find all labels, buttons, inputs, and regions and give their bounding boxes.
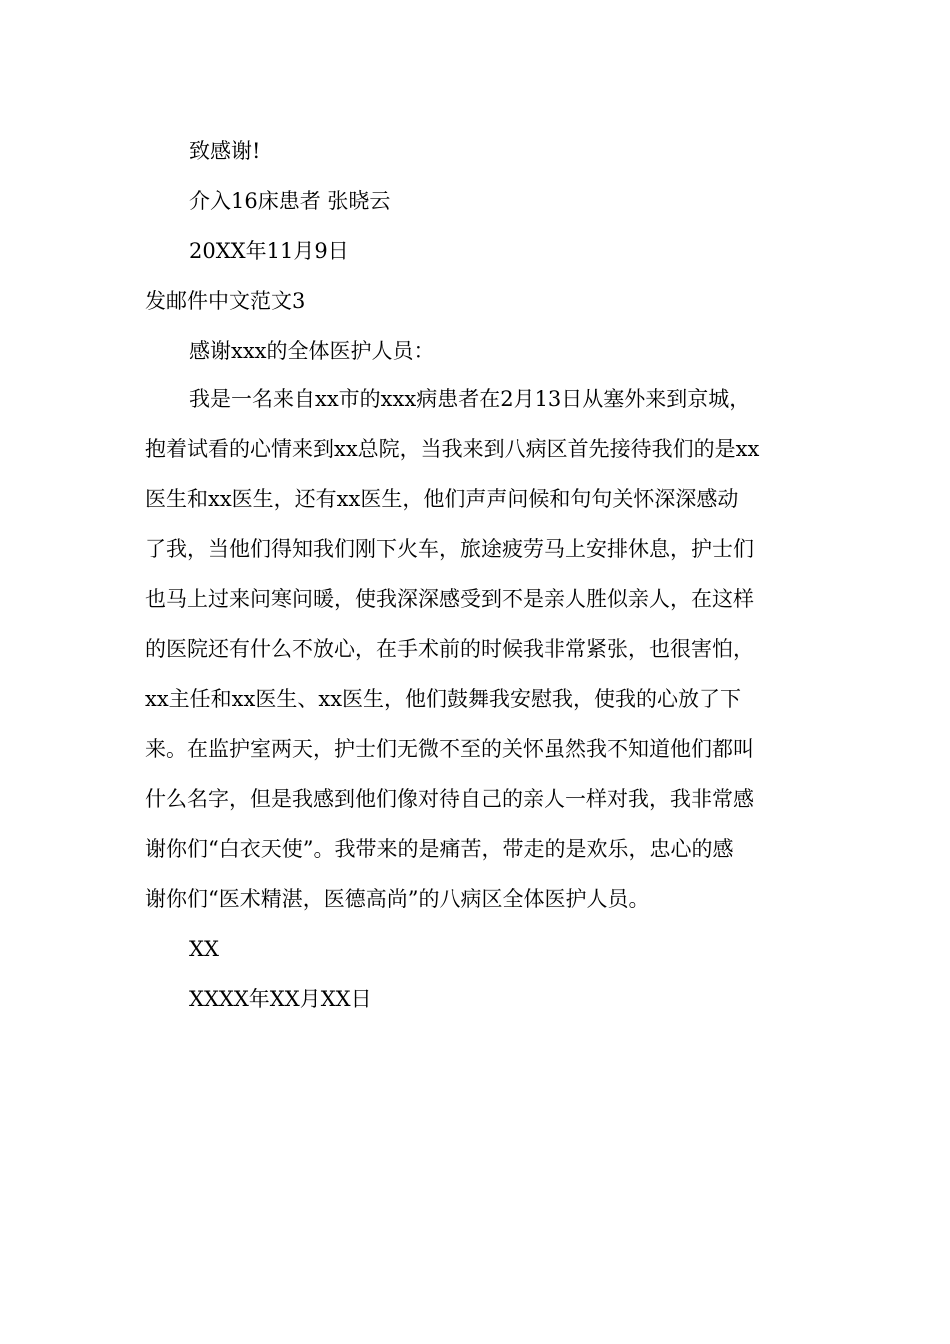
body-line: 什么名字，但是我感到他们像对待自己的亲人一样对我，我非常感 bbox=[145, 787, 754, 811]
closing-signature: 介入16床患者 张晓云 bbox=[189, 189, 391, 213]
body-line: 了我，当他们得知我们刚下火车，旅途疲劳马上安排休息，护士们 bbox=[145, 537, 754, 561]
body-line: 谢你们“白衣天使”。我带来的是痛苦，带走的是欢乐，忠心的感 bbox=[145, 837, 734, 861]
body-line: 谢你们“医术精湛，医德高尚”的八病区全体医护人员。 bbox=[145, 887, 650, 911]
letter-date: XXXX年XX月XX日 bbox=[189, 987, 372, 1011]
body-line: 也马上过来问寒问暖，使我深深感受到不是亲人胜似亲人，在这样 bbox=[145, 587, 754, 611]
body-line: 的医院还有什么不放心，在手术前的时候我非常紧张，也很害怕， bbox=[145, 637, 754, 661]
letter-signature: XX bbox=[189, 937, 219, 961]
body-line: 医生和xx医生，还有xx医生，他们声声问候和句句关怀深深感动 bbox=[145, 487, 739, 511]
letter-greeting: 感谢xxx的全体医护人员： bbox=[189, 339, 435, 363]
body-line: xx主任和xx医生、xx医生，他们鼓舞我安慰我，使我的心放了下 bbox=[145, 687, 742, 711]
closing-date: 20XX年11月9日 bbox=[189, 239, 349, 263]
closing-salutation: 致感谢! bbox=[189, 139, 261, 163]
body-line: 来。在监护室两天，护士们无微不至的关怀虽然我不知道他们都叫 bbox=[145, 737, 754, 761]
body-line: 我是一名来自xx市的xxx病患者在2月13日从塞外来到京城， bbox=[189, 387, 751, 411]
section-title: 发邮件中文范文3 bbox=[145, 289, 306, 313]
body-line: 抱着试看的心情来到xx总院，当我来到八病区首先接待我们的是xx bbox=[145, 437, 760, 461]
letter-body bbox=[145, 384, 815, 934]
